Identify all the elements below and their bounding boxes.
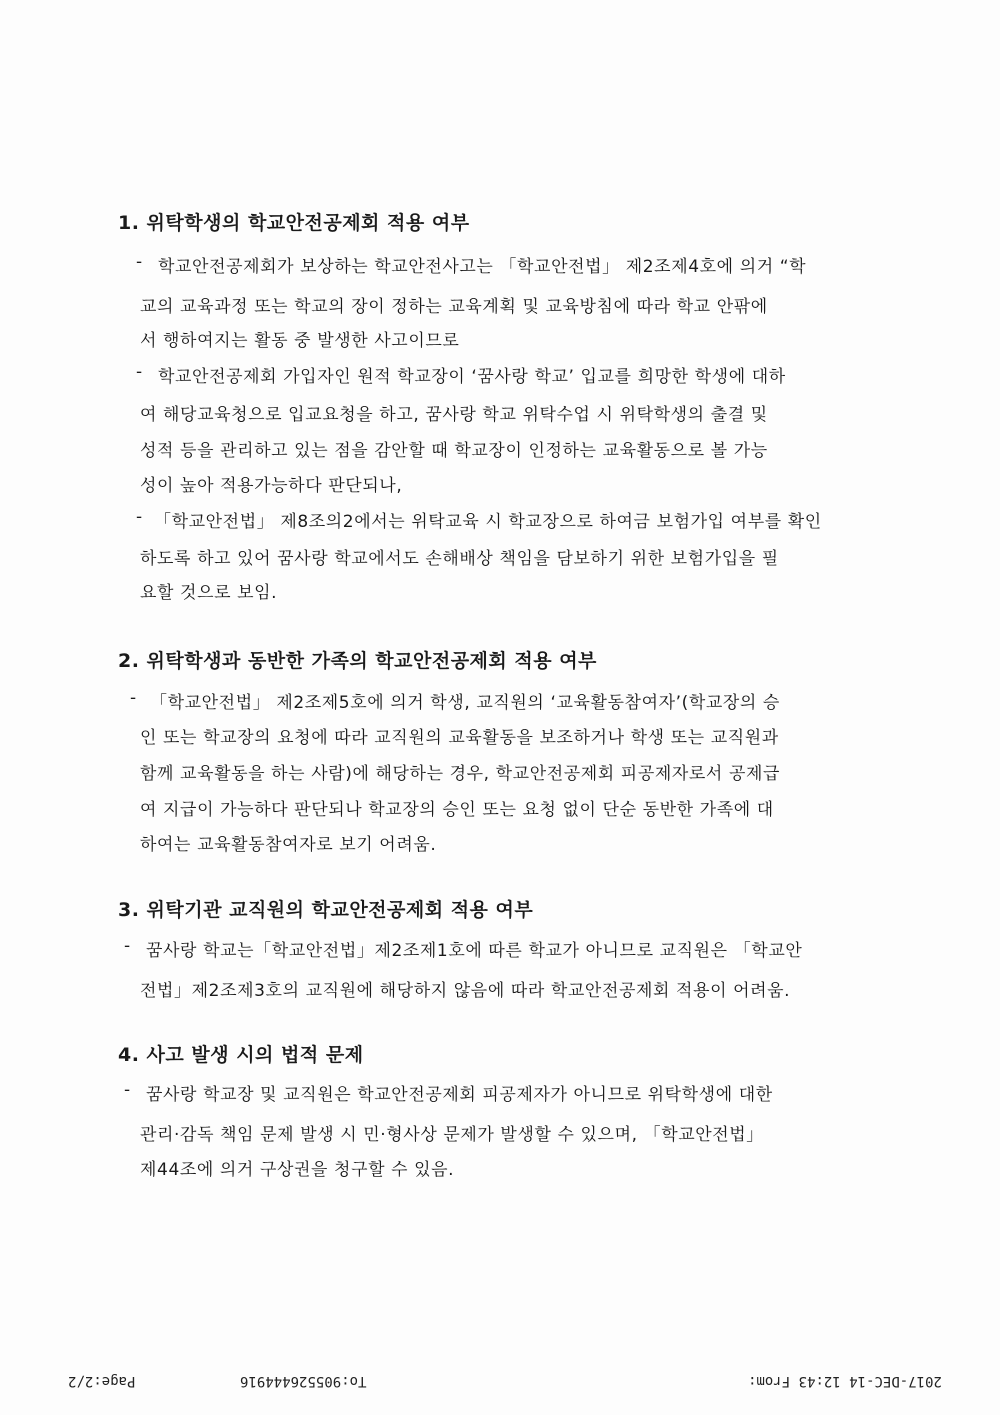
text-line: 관리·감독 책임 문제 발생 시 민·형사상 문제가 발생할 수 있으며, 「학교안전법」 (140, 1125, 764, 1145)
text-line: 제44조에 의거 구상권을 청구할 수 있음. (140, 1160, 455, 1180)
fax-timestamp-from: 2017-DEC-14 12:43 From: (748, 1373, 942, 1389)
fax-to-number: To:905526444916 (240, 1373, 367, 1389)
text-line: 교의 교육과정 또는 학교의 장이 정하는 교육계획 및 교육방침에 따라 학교 안팎에 (140, 297, 768, 317)
text-line: 서 행하여지는 활동 중 발생한 사고이므로 (140, 331, 460, 351)
text-line: 요할 것으로 보임. (140, 583, 278, 603)
text-line: 여 해당교육청으로 입교요청을 하고, 꿈사랑 학교 위탁수업 시 위탁학생의 출결 및 (140, 405, 768, 425)
section-heading: 3. 위탁기관 교직원의 학교안전공제회 적용 여부 (118, 899, 534, 921)
text-line: 「학교안전법」 제2조제5호에 의거 학생, 교직원의 ‘교육활동참여자’(학교장의 승 (150, 693, 780, 713)
text-line: 학교안전공제회 가입자인 원적 학교장이 ‘꿈사랑 학교’ 입교를 희망한 학생에 대하 (158, 367, 786, 387)
text-line: 함께 교육활동을 하는 사람)에 해당하는 경우, 학교안전공제회 피공제자로서 공제급 (140, 764, 781, 784)
dash-marker: - (136, 507, 143, 527)
text-line: 꿈사랑 학교는「학교안전법」제2조제1호에 따른 학교가 아니므로 교직원은 「학교안 (146, 941, 803, 961)
fax-page-number: Page:2/2 (68, 1373, 136, 1389)
text-line: 학교안전공제회가 보상하는 학교안전사고는 「학교안전법」 제2조제4호에 의거 “학 (158, 257, 807, 277)
dash-marker: - (136, 252, 143, 272)
text-line: 꿈사랑 학교장 및 교직원은 학교안전공제회 피공제자가 아니므로 위탁학생에 대한 (146, 1085, 773, 1105)
dash-marker: - (136, 362, 143, 382)
dash-marker: - (130, 688, 137, 708)
dash-marker: - (124, 936, 131, 956)
section-heading: 4. 사고 발생 시의 법적 문제 (118, 1044, 364, 1066)
text-line: 성이 높아 적용가능하다 판단되나, (140, 476, 403, 496)
text-line: 하도록 하고 있어 꿈사랑 학교에서도 손해배상 책임을 담보하기 위한 보험가입을 필 (140, 549, 779, 569)
dash-marker: - (124, 1080, 131, 1100)
section-heading: 2. 위탁학생과 동반한 가족의 학교안전공제회 적용 여부 (118, 650, 597, 672)
text-line: 하여는 교육활동참여자로 보기 어려움. (140, 835, 437, 855)
text-line: 인 또는 학교장의 요청에 따라 교직원의 교육활동을 보조하거나 학생 또는 교직원과 (140, 728, 779, 748)
text-line: 여 지급이 가능하다 판단되나 학교장의 승인 또는 요청 없이 단순 동반한 가족에 대 (140, 800, 774, 820)
section-heading: 1. 위탁학생의 학교안전공제회 적용 여부 (118, 212, 470, 234)
text-line: 성적 등을 관리하고 있는 점을 감안할 때 학교장이 인정하는 교육활동으로 볼 가능 (140, 441, 768, 461)
text-line: 전법」제2조제3호의 교직원에 해당하지 않음에 따라 학교안전공제회 적용이 어려움. (140, 981, 791, 1001)
text-line: 「학교안전법」 제8조의2에서는 위탁교육 시 학교장으로 하여금 보험가입 여부를 확인 (154, 512, 822, 532)
